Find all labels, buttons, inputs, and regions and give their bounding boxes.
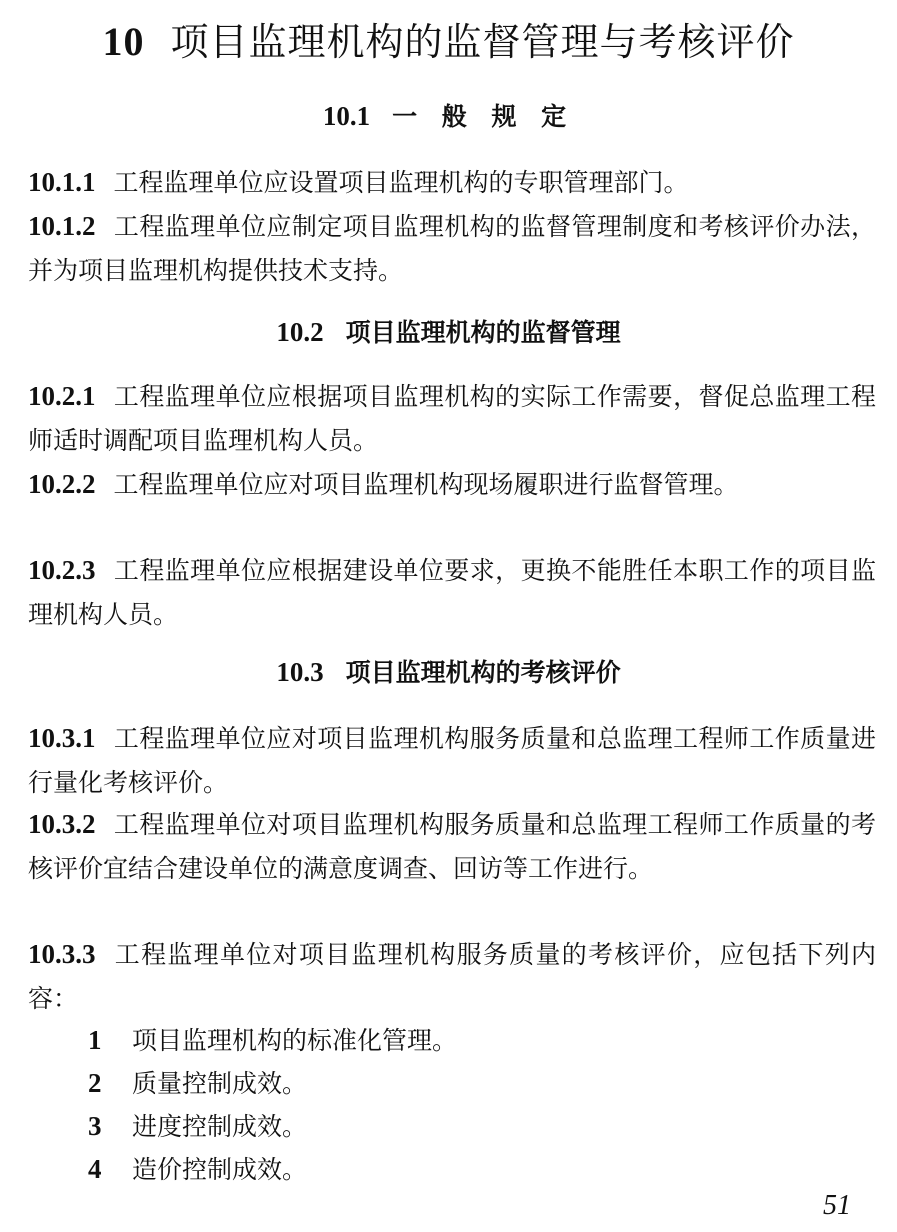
clause-number: 10.1.2 bbox=[28, 211, 96, 241]
clause-number: 10.1.1 bbox=[28, 167, 96, 197]
clause-text: 工程监理单位对项目监理机构服务质量和总监理工程师工作质量的考核评价宜结合建设单位的满意度调查、回访等工作进行。 bbox=[28, 810, 876, 883]
list-item-2 bbox=[88, 1061, 307, 1106]
chapter-title bbox=[0, 12, 897, 72]
section-title-text: 一 般 规 定 bbox=[392, 102, 575, 131]
clause-text: 工程监理单位应对项目监理机构服务质量和总监理工程师工作质量进行量化考核评价。 bbox=[28, 724, 876, 797]
chapter-number: 10 bbox=[102, 19, 145, 64]
clause-number: 10.3.1 bbox=[28, 723, 96, 753]
section-number: 10.1 bbox=[322, 101, 371, 131]
clause-10-2-1 bbox=[28, 374, 876, 463]
list-item-number: 3 bbox=[88, 1111, 102, 1141]
clause-text: 工程监理单位应对项目监理机构现场履职进行监督管理。 bbox=[113, 470, 739, 499]
clause-10-3-1 bbox=[28, 716, 876, 805]
section-title-10-1 bbox=[0, 96, 897, 137]
clause-10-2-2 bbox=[28, 462, 876, 507]
list-item-number: 4 bbox=[88, 1154, 102, 1184]
clause-number: 10.2.1 bbox=[28, 381, 96, 411]
list-item-number: 1 bbox=[88, 1025, 102, 1055]
clause-10-1-1 bbox=[28, 160, 876, 205]
list-item-text: 进度控制成效。 bbox=[132, 1112, 308, 1141]
section-title-text: 项目监理机构的监督管理 bbox=[345, 318, 621, 347]
list-item-text: 质量控制成效。 bbox=[132, 1069, 308, 1098]
section-number: 10.2 bbox=[276, 317, 324, 347]
clause-10-3-2 bbox=[28, 802, 876, 891]
section-title-10-2 bbox=[0, 312, 897, 353]
clause-10-2-3 bbox=[28, 548, 876, 637]
clause-text: 工程监理单位应设置项目监理机构的专职管理部门。 bbox=[113, 168, 689, 197]
list-item-text: 项目监理机构的标准化管理。 bbox=[132, 1026, 458, 1055]
list-item-3 bbox=[88, 1104, 307, 1149]
clause-10-1-2 bbox=[28, 204, 876, 293]
section-title-text: 项目监理机构的考核评价 bbox=[345, 658, 621, 687]
list-item-4 bbox=[88, 1147, 307, 1192]
section-title-10-3 bbox=[0, 652, 897, 693]
clause-text: 工程监理单位应根据项目监理机构的实际工作需要，督促总监理工程师适时调配项目监理机构人员。 bbox=[28, 382, 876, 455]
clause-10-3-3 bbox=[28, 932, 876, 1021]
clause-number: 10.3.3 bbox=[28, 939, 96, 969]
list-item-1 bbox=[88, 1018, 457, 1063]
list-item-number: 2 bbox=[88, 1068, 102, 1098]
clause-text: 工程监理单位应根据建设单位要求，更换不能胜任本职工作的项目监理机构人员。 bbox=[28, 556, 876, 629]
page-number: 51 bbox=[823, 1190, 851, 1221]
clause-text: 工程监理单位应制定项目监理机构的监督管理制度和考核评价办法，并为项目监理机构提供技术支持。 bbox=[28, 212, 876, 285]
clause-number: 10.2.3 bbox=[28, 555, 96, 585]
list-item-text: 造价控制成效。 bbox=[132, 1155, 308, 1184]
section-number: 10.3 bbox=[276, 657, 324, 687]
clause-number: 10.3.2 bbox=[28, 809, 96, 839]
clause-number: 10.2.2 bbox=[28, 469, 96, 499]
clause-text: 工程监理单位对项目监理机构服务质量的考核评价，应包括下列内容： bbox=[28, 940, 876, 1013]
chapter-title-text: 项目监理机构的监督管理与考核评价 bbox=[170, 20, 795, 64]
